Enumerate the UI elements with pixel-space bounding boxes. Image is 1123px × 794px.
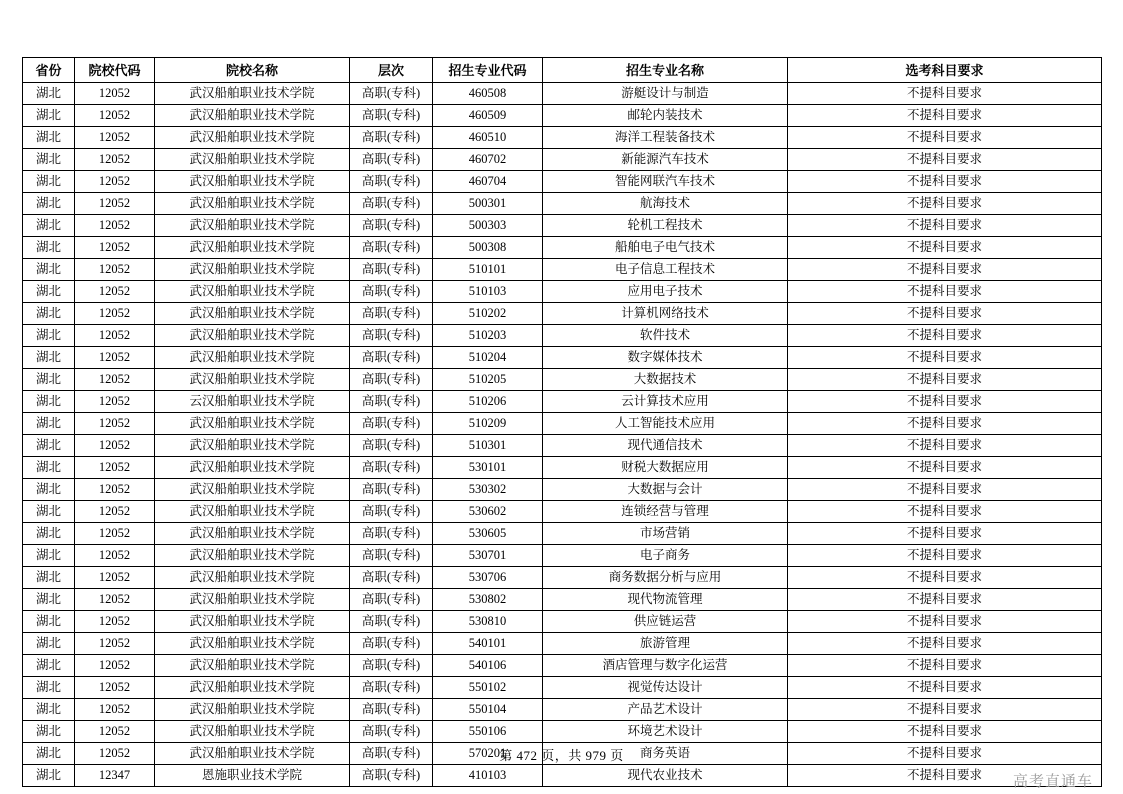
cell-school-name: 武汉船舶职业技术学院 bbox=[155, 237, 350, 259]
cell-subject-requirement: 不提科目要求 bbox=[788, 435, 1102, 457]
cell-level: 高职(专科) bbox=[350, 699, 433, 721]
cell-major-code: 530802 bbox=[433, 589, 543, 611]
cell-school-name: 武汉船舶职业技术学院 bbox=[155, 567, 350, 589]
cell-school-code: 12052 bbox=[75, 523, 155, 545]
cell-major-code: 510202 bbox=[433, 303, 543, 325]
cell-major-name: 大数据技术 bbox=[543, 369, 788, 391]
cell-province: 湖北 bbox=[23, 655, 75, 677]
cell-school-name: 恩施职业技术学院 bbox=[155, 765, 350, 787]
cell-subject-requirement: 不提科目要求 bbox=[788, 105, 1102, 127]
cell-major-code: 460509 bbox=[433, 105, 543, 127]
cell-level: 高职(专科) bbox=[350, 105, 433, 127]
cell-school-name: 武汉船舶职业技术学院 bbox=[155, 281, 350, 303]
table-row bbox=[23, 325, 1102, 347]
cell-school-code: 12052 bbox=[75, 743, 155, 765]
cell-school-name: 武汉船舶职业技术学院 bbox=[155, 149, 350, 171]
cell-level: 高职(专科) bbox=[350, 391, 433, 413]
cell-major-name: 商务数据分析与应用 bbox=[543, 567, 788, 589]
cell-school-code: 12052 bbox=[75, 611, 155, 633]
cell-school-code: 12052 bbox=[75, 83, 155, 105]
cell-province: 湖北 bbox=[23, 545, 75, 567]
cell-major-name: 财税大数据应用 bbox=[543, 457, 788, 479]
cell-level: 高职(专科) bbox=[350, 677, 433, 699]
cell-level: 高职(专科) bbox=[350, 501, 433, 523]
cell-major-name: 应用电子技术 bbox=[543, 281, 788, 303]
cell-major-code: 570201 bbox=[433, 743, 543, 765]
cell-major-code: 530810 bbox=[433, 611, 543, 633]
table-row bbox=[23, 171, 1102, 193]
cell-school-code: 12052 bbox=[75, 347, 155, 369]
cell-major-code: 510103 bbox=[433, 281, 543, 303]
cell-major-name: 海洋工程装备技术 bbox=[543, 127, 788, 149]
cell-school-name: 武汉船舶职业技术学院 bbox=[155, 193, 350, 215]
cell-school-name: 武汉船舶职业技术学院 bbox=[155, 435, 350, 457]
cell-subject-requirement: 不提科目要求 bbox=[788, 545, 1102, 567]
cell-major-name: 现代通信技术 bbox=[543, 435, 788, 457]
table-row bbox=[23, 127, 1102, 149]
cell-level: 高职(专科) bbox=[350, 765, 433, 787]
table-row bbox=[23, 721, 1102, 743]
cell-subject-requirement: 不提科目要求 bbox=[788, 699, 1102, 721]
cell-major-name: 电子商务 bbox=[543, 545, 788, 567]
cell-province: 湖北 bbox=[23, 369, 75, 391]
cell-province: 湖北 bbox=[23, 281, 75, 303]
cell-major-name: 酒店管理与数字化运营 bbox=[543, 655, 788, 677]
cell-major-code: 530101 bbox=[433, 457, 543, 479]
table-row bbox=[23, 105, 1102, 127]
table-row bbox=[23, 677, 1102, 699]
cell-province: 湖北 bbox=[23, 391, 75, 413]
table-body bbox=[23, 83, 1102, 787]
cell-level: 高职(专科) bbox=[350, 127, 433, 149]
watermark: 高考直通车 bbox=[1012, 774, 1093, 790]
cell-major-code: 410103 bbox=[433, 765, 543, 787]
cell-school-code: 12052 bbox=[75, 721, 155, 743]
table-row bbox=[23, 611, 1102, 633]
cell-province: 湖北 bbox=[23, 501, 75, 523]
cell-school-name: 武汉船舶职业技术学院 bbox=[155, 501, 350, 523]
cell-level: 高职(专科) bbox=[350, 611, 433, 633]
table-row bbox=[23, 391, 1102, 413]
cell-province: 湖北 bbox=[23, 765, 75, 787]
table-row bbox=[23, 237, 1102, 259]
cell-subject-requirement: 不提科目要求 bbox=[788, 523, 1102, 545]
cell-level: 高职(专科) bbox=[350, 743, 433, 765]
cell-level: 高职(专科) bbox=[350, 83, 433, 105]
cell-school-code: 12052 bbox=[75, 589, 155, 611]
column-header-level: 层次 bbox=[350, 58, 433, 83]
cell-province: 湖北 bbox=[23, 215, 75, 237]
cell-school-name: 武汉船舶职业技术学院 bbox=[155, 347, 350, 369]
cell-province: 湖北 bbox=[23, 479, 75, 501]
cell-province: 湖北 bbox=[23, 457, 75, 479]
cell-major-name: 计算机网络技术 bbox=[543, 303, 788, 325]
cell-province: 湖北 bbox=[23, 127, 75, 149]
cell-major-code: 500303 bbox=[433, 215, 543, 237]
cell-province: 湖北 bbox=[23, 193, 75, 215]
cell-major-name: 环境艺术设计 bbox=[543, 721, 788, 743]
table-row bbox=[23, 193, 1102, 215]
cell-major-code: 500301 bbox=[433, 193, 543, 215]
table-row bbox=[23, 655, 1102, 677]
table-row bbox=[23, 303, 1102, 325]
cell-school-name: 武汉船舶职业技术学院 bbox=[155, 325, 350, 347]
cell-province: 湖北 bbox=[23, 611, 75, 633]
cell-major-code: 510209 bbox=[433, 413, 543, 435]
cell-school-name: 武汉船舶职业技术学院 bbox=[155, 105, 350, 127]
cell-level: 高职(专科) bbox=[350, 589, 433, 611]
cell-major-code: 460702 bbox=[433, 149, 543, 171]
cell-subject-requirement: 不提科目要求 bbox=[788, 479, 1102, 501]
table-row bbox=[23, 435, 1102, 457]
cell-level: 高职(专科) bbox=[350, 215, 433, 237]
cell-school-code: 12052 bbox=[75, 105, 155, 127]
cell-school-code: 12052 bbox=[75, 413, 155, 435]
cell-school-code: 12052 bbox=[75, 545, 155, 567]
cell-major-code: 510206 bbox=[433, 391, 543, 413]
cell-level: 高职(专科) bbox=[350, 413, 433, 435]
cell-major-name: 轮机工程技术 bbox=[543, 215, 788, 237]
cell-subject-requirement: 不提科目要求 bbox=[788, 303, 1102, 325]
cell-school-name: 云汉船舶职业技术学院 bbox=[155, 391, 350, 413]
cell-major-name: 视觉传达设计 bbox=[543, 677, 788, 699]
table-header-row bbox=[23, 58, 1102, 83]
table-header bbox=[23, 58, 1102, 83]
cell-school-name: 武汉船舶职业技术学院 bbox=[155, 611, 350, 633]
cell-province: 湖北 bbox=[23, 677, 75, 699]
cell-school-code: 12052 bbox=[75, 193, 155, 215]
cell-subject-requirement: 不提科目要求 bbox=[788, 259, 1102, 281]
cell-level: 高职(专科) bbox=[350, 633, 433, 655]
cell-school-name: 武汉船舶职业技术学院 bbox=[155, 83, 350, 105]
cell-school-name: 武汉船舶职业技术学院 bbox=[155, 369, 350, 391]
table-row bbox=[23, 83, 1102, 105]
cell-province: 湖北 bbox=[23, 303, 75, 325]
table-row bbox=[23, 215, 1102, 237]
cell-subject-requirement: 不提科目要求 bbox=[788, 457, 1102, 479]
cell-major-code: 530302 bbox=[433, 479, 543, 501]
cell-level: 高职(专科) bbox=[350, 435, 433, 457]
cell-major-name: 旅游管理 bbox=[543, 633, 788, 655]
table-row bbox=[23, 149, 1102, 171]
page-footer: 第 472 页，共 979 页 bbox=[499, 748, 624, 763]
table-row bbox=[23, 457, 1102, 479]
table-row bbox=[23, 633, 1102, 655]
cell-school-name: 武汉船舶职业技术学院 bbox=[155, 677, 350, 699]
cell-major-name: 现代农业技术 bbox=[543, 765, 788, 787]
cell-school-code: 12052 bbox=[75, 369, 155, 391]
cell-subject-requirement: 不提科目要求 bbox=[788, 127, 1102, 149]
table-row bbox=[23, 523, 1102, 545]
cell-major-name: 船舶电子电气技术 bbox=[543, 237, 788, 259]
cell-school-code: 12052 bbox=[75, 237, 155, 259]
table-row bbox=[23, 259, 1102, 281]
cell-major-name: 产品艺术设计 bbox=[543, 699, 788, 721]
column-header-major-code: 招生专业代码 bbox=[433, 58, 543, 83]
cell-subject-requirement: 不提科目要求 bbox=[788, 215, 1102, 237]
table-row bbox=[23, 567, 1102, 589]
cell-province: 湖北 bbox=[23, 567, 75, 589]
cell-major-name: 数字媒体技术 bbox=[543, 347, 788, 369]
cell-school-name: 武汉船舶职业技术学院 bbox=[155, 413, 350, 435]
cell-level: 高职(专科) bbox=[350, 259, 433, 281]
cell-school-code: 12052 bbox=[75, 303, 155, 325]
table-row bbox=[23, 281, 1102, 303]
cell-school-code: 12052 bbox=[75, 215, 155, 237]
cell-subject-requirement: 不提科目要求 bbox=[788, 743, 1102, 765]
table-row bbox=[23, 545, 1102, 567]
cell-school-code: 12052 bbox=[75, 655, 155, 677]
column-header-subject-requirement: 选考科目要求 bbox=[788, 58, 1102, 83]
cell-school-code: 12052 bbox=[75, 677, 155, 699]
cell-major-code: 540106 bbox=[433, 655, 543, 677]
cell-subject-requirement: 不提科目要求 bbox=[788, 391, 1102, 413]
cell-major-name: 航海技术 bbox=[543, 193, 788, 215]
cell-major-name: 连锁经营与管理 bbox=[543, 501, 788, 523]
cell-major-name: 人工智能技术应用 bbox=[543, 413, 788, 435]
cell-subject-requirement: 不提科目要求 bbox=[788, 149, 1102, 171]
column-header-school-code: 院校代码 bbox=[75, 58, 155, 83]
cell-province: 湖北 bbox=[23, 633, 75, 655]
cell-school-name: 武汉船舶职业技术学院 bbox=[155, 457, 350, 479]
major-plan-table-wrapper bbox=[22, 57, 1101, 787]
cell-subject-requirement: 不提科目要求 bbox=[788, 237, 1102, 259]
cell-school-code: 12052 bbox=[75, 479, 155, 501]
table-row bbox=[23, 347, 1102, 369]
cell-province: 湖北 bbox=[23, 743, 75, 765]
column-header-province: 省份 bbox=[23, 58, 75, 83]
cell-province: 湖北 bbox=[23, 325, 75, 347]
cell-school-name: 武汉船舶职业技术学院 bbox=[155, 721, 350, 743]
cell-major-code: 550106 bbox=[433, 721, 543, 743]
cell-subject-requirement: 不提科目要求 bbox=[788, 83, 1102, 105]
cell-subject-requirement: 不提科目要求 bbox=[788, 171, 1102, 193]
cell-province: 湖北 bbox=[23, 435, 75, 457]
cell-major-name: 新能源汽车技术 bbox=[543, 149, 788, 171]
cell-subject-requirement: 不提科目要求 bbox=[788, 589, 1102, 611]
cell-major-name: 商务英语 bbox=[543, 743, 788, 765]
cell-major-code: 540101 bbox=[433, 633, 543, 655]
cell-level: 高职(专科) bbox=[350, 171, 433, 193]
cell-subject-requirement: 不提科目要求 bbox=[788, 611, 1102, 633]
cell-major-code: 530602 bbox=[433, 501, 543, 523]
cell-province: 湖北 bbox=[23, 83, 75, 105]
cell-major-code: 510203 bbox=[433, 325, 543, 347]
cell-school-code: 12052 bbox=[75, 699, 155, 721]
cell-school-code: 12052 bbox=[75, 127, 155, 149]
table-row bbox=[23, 765, 1102, 787]
cell-major-name: 供应链运营 bbox=[543, 611, 788, 633]
cell-level: 高职(专科) bbox=[350, 237, 433, 259]
table-row bbox=[23, 369, 1102, 391]
cell-subject-requirement: 不提科目要求 bbox=[788, 369, 1102, 391]
cell-province: 湖北 bbox=[23, 413, 75, 435]
cell-school-code: 12347 bbox=[75, 765, 155, 787]
cell-school-name: 武汉船舶职业技术学院 bbox=[155, 699, 350, 721]
cell-major-name: 大数据与会计 bbox=[543, 479, 788, 501]
cell-subject-requirement: 不提科目要求 bbox=[788, 281, 1102, 303]
cell-school-name: 武汉船舶职业技术学院 bbox=[155, 479, 350, 501]
cell-subject-requirement: 不提科目要求 bbox=[788, 501, 1102, 523]
cell-level: 高职(专科) bbox=[350, 457, 433, 479]
cell-subject-requirement: 不提科目要求 bbox=[788, 325, 1102, 347]
column-header-major-name: 招生专业名称 bbox=[543, 58, 788, 83]
cell-school-code: 12052 bbox=[75, 457, 155, 479]
cell-major-code: 500308 bbox=[433, 237, 543, 259]
cell-level: 高职(专科) bbox=[350, 325, 433, 347]
cell-major-code: 460704 bbox=[433, 171, 543, 193]
cell-level: 高职(专科) bbox=[350, 281, 433, 303]
cell-level: 高职(专科) bbox=[350, 347, 433, 369]
cell-major-name: 市场营销 bbox=[543, 523, 788, 545]
cell-subject-requirement: 不提科目要求 bbox=[788, 765, 1102, 787]
cell-major-name: 现代物流管理 bbox=[543, 589, 788, 611]
cell-province: 湖北 bbox=[23, 589, 75, 611]
cell-school-code: 12052 bbox=[75, 259, 155, 281]
cell-subject-requirement: 不提科目要求 bbox=[788, 413, 1102, 435]
table-row bbox=[23, 413, 1102, 435]
cell-school-name: 武汉船舶职业技术学院 bbox=[155, 655, 350, 677]
cell-subject-requirement: 不提科目要求 bbox=[788, 677, 1102, 699]
cell-school-name: 武汉船舶职业技术学院 bbox=[155, 259, 350, 281]
cell-level: 高职(专科) bbox=[350, 149, 433, 171]
cell-province: 湖北 bbox=[23, 259, 75, 281]
cell-subject-requirement: 不提科目要求 bbox=[788, 721, 1102, 743]
major-plan-table bbox=[22, 57, 1102, 787]
cell-level: 高职(专科) bbox=[350, 193, 433, 215]
table-row bbox=[23, 479, 1102, 501]
cell-school-name: 武汉船舶职业技术学院 bbox=[155, 127, 350, 149]
cell-level: 高职(专科) bbox=[350, 545, 433, 567]
cell-province: 湖北 bbox=[23, 105, 75, 127]
cell-province: 湖北 bbox=[23, 699, 75, 721]
cell-level: 高职(专科) bbox=[350, 369, 433, 391]
cell-subject-requirement: 不提科目要求 bbox=[788, 347, 1102, 369]
cell-school-code: 12052 bbox=[75, 633, 155, 655]
cell-school-code: 12052 bbox=[75, 567, 155, 589]
cell-major-name: 电子信息工程技术 bbox=[543, 259, 788, 281]
cell-major-code: 510301 bbox=[433, 435, 543, 457]
cell-school-code: 12052 bbox=[75, 149, 155, 171]
cell-school-name: 武汉船舶职业技术学院 bbox=[155, 743, 350, 765]
cell-level: 高职(专科) bbox=[350, 479, 433, 501]
cell-province: 湖北 bbox=[23, 347, 75, 369]
cell-school-code: 12052 bbox=[75, 171, 155, 193]
cell-major-code: 530701 bbox=[433, 545, 543, 567]
cell-major-code: 510101 bbox=[433, 259, 543, 281]
cell-level: 高职(专科) bbox=[350, 303, 433, 325]
cell-major-name: 游艇设计与制造 bbox=[543, 83, 788, 105]
cell-school-code: 12052 bbox=[75, 391, 155, 413]
cell-level: 高职(专科) bbox=[350, 721, 433, 743]
cell-province: 湖北 bbox=[23, 721, 75, 743]
cell-province: 湖北 bbox=[23, 523, 75, 545]
table-row bbox=[23, 501, 1102, 523]
cell-school-code: 12052 bbox=[75, 501, 155, 523]
cell-subject-requirement: 不提科目要求 bbox=[788, 193, 1102, 215]
cell-school-name: 武汉船舶职业技术学院 bbox=[155, 303, 350, 325]
cell-major-name: 邮轮内装技术 bbox=[543, 105, 788, 127]
cell-province: 湖北 bbox=[23, 237, 75, 259]
cell-major-name: 智能网联汽车技术 bbox=[543, 171, 788, 193]
cell-major-code: 530706 bbox=[433, 567, 543, 589]
cell-major-name: 软件技术 bbox=[543, 325, 788, 347]
table-row bbox=[23, 699, 1102, 721]
cell-major-code: 510205 bbox=[433, 369, 543, 391]
cell-major-name: 云计算技术应用 bbox=[543, 391, 788, 413]
cell-school-code: 12052 bbox=[75, 325, 155, 347]
cell-school-code: 12052 bbox=[75, 281, 155, 303]
cell-major-code: 460510 bbox=[433, 127, 543, 149]
cell-level: 高职(专科) bbox=[350, 523, 433, 545]
column-header-school-name: 院校名称 bbox=[155, 58, 350, 83]
cell-major-code: 460508 bbox=[433, 83, 543, 105]
cell-major-code: 530605 bbox=[433, 523, 543, 545]
table-row bbox=[23, 589, 1102, 611]
cell-subject-requirement: 不提科目要求 bbox=[788, 633, 1102, 655]
cell-major-code: 550102 bbox=[433, 677, 543, 699]
cell-province: 湖北 bbox=[23, 149, 75, 171]
cell-subject-requirement: 不提科目要求 bbox=[788, 567, 1102, 589]
cell-level: 高职(专科) bbox=[350, 567, 433, 589]
cell-school-code: 12052 bbox=[75, 435, 155, 457]
cell-school-name: 武汉船舶职业技术学院 bbox=[155, 523, 350, 545]
cell-school-name: 武汉船舶职业技术学院 bbox=[155, 215, 350, 237]
cell-province: 湖北 bbox=[23, 171, 75, 193]
cell-school-name: 武汉船舶职业技术学院 bbox=[155, 589, 350, 611]
cell-school-name: 武汉船舶职业技术学院 bbox=[155, 545, 350, 567]
cell-school-name: 武汉船舶职业技术学院 bbox=[155, 633, 350, 655]
cell-school-name: 武汉船舶职业技术学院 bbox=[155, 171, 350, 193]
cell-major-code: 550104 bbox=[433, 699, 543, 721]
cell-subject-requirement: 不提科目要求 bbox=[788, 655, 1102, 677]
cell-level: 高职(专科) bbox=[350, 655, 433, 677]
cell-major-code: 510204 bbox=[433, 347, 543, 369]
